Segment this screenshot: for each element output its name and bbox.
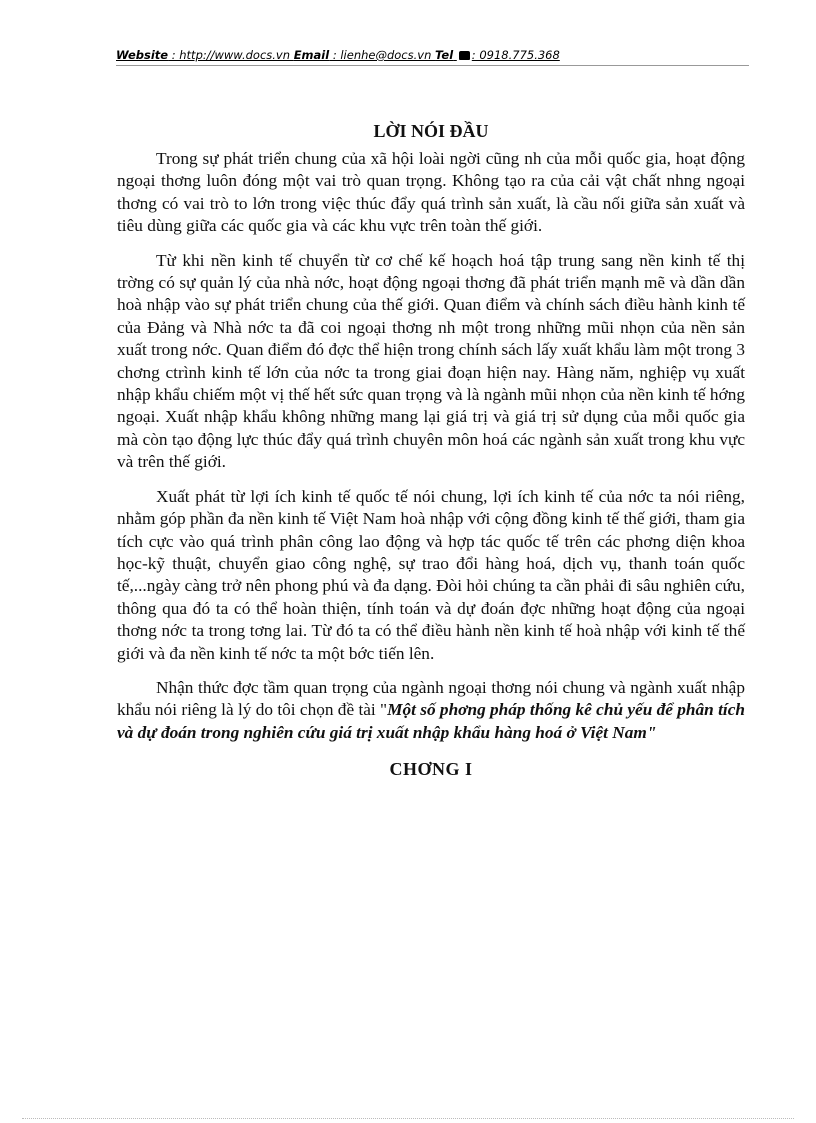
email-link[interactable]: : lienhe@docs.vn — [329, 48, 436, 62]
thesis-title: Một số phơng pháp thống kê chủ yếu để phân tích và dự đoán trong nghiên cứu giá trị xuất nhập khẩu hàng hoá ở Việt Nam" — [117, 700, 745, 742]
header-divider — [116, 65, 749, 66]
paragraph-3: Xuất phát từ lợi ích kinh tế quốc tế nói chung, lợi ích kinh tế của nớc ta nói riêng, nhằm góp phần đa nền kinh tế Việt Nam hoà nhập với cộng đồng kinh tế thế giới, tham gia tích cực vào quá trình phân công lao động và hợp tác quốc tế trên các phơng diện khoa học-kỹ thuật, chuyển giao công nghệ, sự trao đổi hàng hoá, dịch vụ, thanh toán quốc tế,...ngày càng trở nên phong phú và đa dạng. Đòi hỏi chúng ta cần phải đi sâu nghiên cứu, thông qua đó ta có thể hoàn thiện, tính toán và dự đoán đợc những hoạt động của ngoại thơng nớc ta trong tơng lai. Từ đó ta có thể điều hành nền kinh tế hoà nhập với kinh tế thế giới và đa nền kinh tế nớc ta một bớc tiến lên. — [117, 486, 745, 663]
footer-divider — [22, 1118, 794, 1119]
tel-value: : 0918.775.368 — [471, 48, 560, 62]
email-label: Email — [293, 48, 330, 62]
paragraph-4 — [117, 677, 745, 744]
page-header — [116, 48, 746, 62]
paragraph-1: Trong sự phát triển chung của xã hội loài ngời cũng nh của mỗi quốc gia, hoạt động ngoại thơng luôn đóng một vai trò quan trọng. Không tạo ra của cải vật chất nhng ngoại thơng có vai trò to lớn trong việc thúc đẩy quá trình sản xuất, là cầu nối giữa sản xuất và tiêu dùng giữa các quốc gia và các khu vực trên toàn thế giới. — [117, 149, 745, 236]
tel-label: Tel — [435, 48, 454, 62]
paragraph-2: Từ khi nền kinh tế chuyển từ cơ chế kế hoạch hoá tập trung sang nền kinh tế thị trờng có sự quản lý của nhà nớc, hoạt động ngoại thơng đã phát triển mạnh mẽ và dần dần hoà nhập vào sự phát triển chung của thế giới. Quan điểm và chính sách điều hành kinh tế của Đảng và Nhà nớc ta đã coi ngoại thơng nh một trong những mũi nhọn của nền sản xuất trong nớc. Quan điểm đó đợc thể hiện trong chính sách lấy xuất khẩu làm một trong 3 chơng ctrình kinh tế lớn của nớc ta trong giai đoạn hiện nay. Hàng năm, nghiệp vụ xuất nhập khẩu chiếm một vị thế hết sức quan trọng và là ngành mũi nhọn của nền kinh tế hớng ngoại. Xuất nhập khẩu không những mang lại giá trị và giá trị sử dụng của mỗi quốc gia mà còn tạo động lực thúc đẩy quá trình chuyên môn hoá các ngành sản xuất trong khu vực và trên thế giới. — [117, 250, 745, 472]
document-body — [117, 120, 745, 781]
paragraph-4-text: Nhận thức đợc tầm quan trọng của ngành ngoại thơng nói chung và ngành xuất nhập khẩu nói riêng là lý do tôi chọn đề tài " — [117, 677, 745, 720]
website-label: Website — [116, 48, 169, 62]
phone-icon — [459, 51, 470, 60]
website-link[interactable]: : http://www.docs.vn — [168, 48, 294, 62]
document-title: LỜI NÓI ĐẦU — [373, 121, 489, 141]
chapter-heading: CHƠNG I — [389, 759, 473, 780]
